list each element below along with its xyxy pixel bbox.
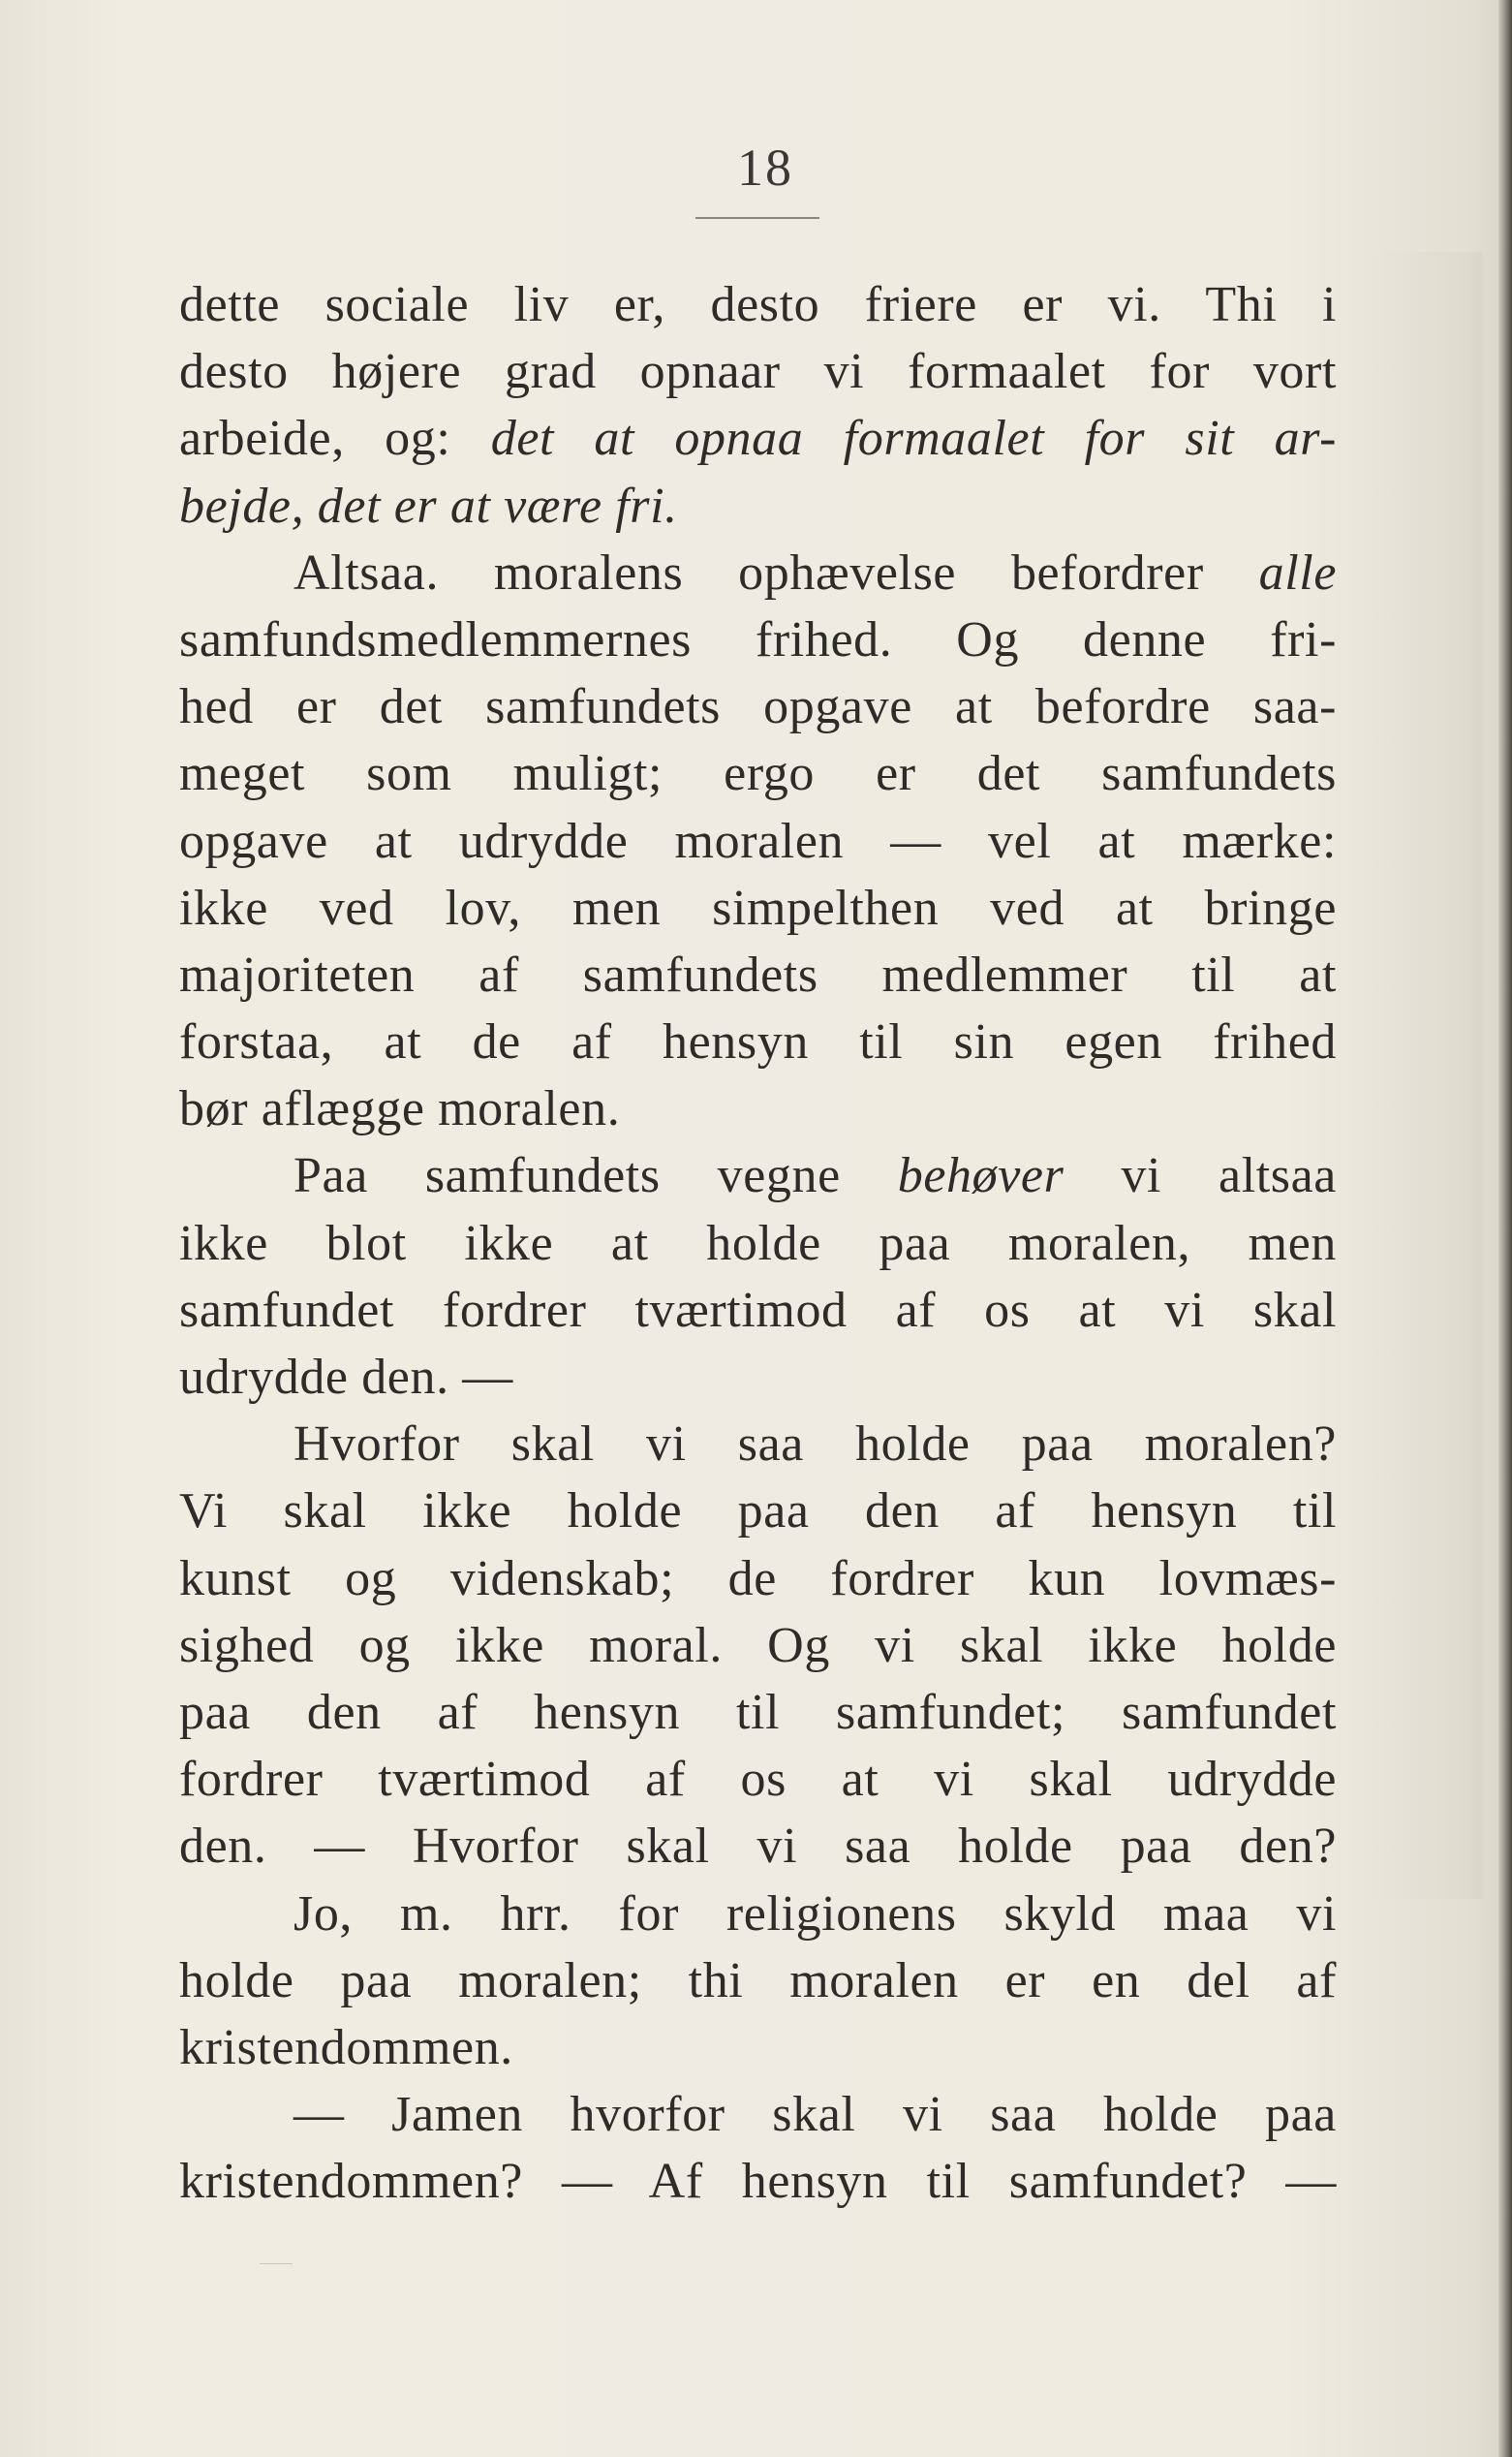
line-text: — Jamen hvorfor skal vi saa holde paa xyxy=(293,2087,1337,2143)
text-line xyxy=(179,942,1337,1009)
text-line xyxy=(179,1277,1337,1344)
text-line xyxy=(179,875,1337,942)
emphasized-text: det at opnaa formaalet for sit ar- xyxy=(490,411,1337,467)
line-text: dette sociale liv er, desto friere er vi. Thi i xyxy=(179,277,1337,332)
line-text: Jo, m. hrr. for religionens skyld maa vi xyxy=(293,1885,1337,1942)
line-text: sighed og ikke moral. Og vi skal ikke holde xyxy=(179,1617,1337,1673)
line-text: fordrer tværtimod af os at vi skal udrydde xyxy=(179,1752,1337,1808)
text-line xyxy=(179,1947,1337,2014)
line-text: bør aflægge moralen. xyxy=(179,1081,621,1137)
text-line xyxy=(179,338,1337,405)
line-text: Hvorfor skal vi saa holde paa moralen? xyxy=(293,1416,1337,1473)
line-text: kristendommen? — Af hensyn til samfundet? — xyxy=(179,2154,1337,2210)
text-line xyxy=(179,540,1337,606)
emphasized-text: alle xyxy=(1258,544,1337,601)
text-line xyxy=(179,1746,1337,1813)
line-text: Paa samfundets vegne xyxy=(293,1148,898,1204)
body-text xyxy=(179,271,1337,2215)
text-line xyxy=(179,473,1337,540)
line-text: holde paa moralen; thi moralen er en del af xyxy=(179,1952,1337,2008)
line-text: opgave at udrydde moralen — vel at mærke: xyxy=(179,813,1337,869)
page-number: 18 xyxy=(737,139,793,197)
line-text: hed er det samfundets opgave at befordre saa- xyxy=(179,679,1337,735)
line-text: kunst og videnskab; de fordrer kun lovmæs- xyxy=(179,1550,1337,1606)
text-line xyxy=(179,606,1337,673)
text-line xyxy=(179,271,1337,338)
line-text: Vi skal ikke holde paa den af hensyn til xyxy=(179,1483,1337,1540)
text-line xyxy=(179,1545,1337,1612)
page-edge-shadow xyxy=(1498,0,1512,2457)
text-line xyxy=(179,1142,1337,1209)
text-line xyxy=(179,1813,1337,1880)
line-text: ikke blot ikke at holde paa moralen, men xyxy=(179,1215,1337,1271)
line-text: samfundsmedlemmernes frihed. Og denne fri- xyxy=(179,611,1337,668)
text-line xyxy=(179,2148,1337,2215)
show-through-shading xyxy=(1367,252,1483,1899)
paper-speck xyxy=(260,2263,293,2264)
text-line xyxy=(179,1344,1337,1411)
text-line xyxy=(179,740,1337,807)
text-line xyxy=(179,1075,1337,1142)
line-text: den. — Hvorfor skal vi saa holde paa den? xyxy=(179,1819,1337,1875)
line-text: udrydde den. — xyxy=(179,1350,513,1405)
line-text: ikke ved lov, men simpelthen ved at bringe xyxy=(179,880,1337,936)
text-line xyxy=(179,2014,1337,2081)
line-text: samfundet fordrer tværtimod af os at vi skal xyxy=(179,1282,1337,1338)
emphasized-text: behøver xyxy=(897,1148,1065,1204)
line-text: desto højere grad opnaar vi formaalet for vort xyxy=(179,344,1337,400)
line-text: meget som muligt; ergo er det samfundets xyxy=(179,746,1337,802)
text-line xyxy=(179,1679,1337,1746)
text-line xyxy=(179,1477,1337,1544)
line-text: forstaa, at de af hensyn til sin egen frihed xyxy=(179,1014,1337,1071)
text-line xyxy=(179,808,1337,875)
text-line xyxy=(179,673,1337,740)
line-text: paa den af hensyn til samfundet; samfundet xyxy=(179,1684,1337,1740)
text-line xyxy=(179,1411,1337,1477)
text-line xyxy=(179,1881,1337,1947)
text-line xyxy=(179,1009,1337,1075)
line-text: kristendommen. xyxy=(179,2019,513,2075)
text-line xyxy=(179,1612,1337,1679)
text-line xyxy=(179,405,1337,472)
line-text: Altsaa. moralens ophævelse befordrer xyxy=(293,544,1259,601)
text-line xyxy=(179,1210,1337,1277)
line-text: vi altsaa xyxy=(1064,1148,1337,1204)
line-text: arbeide, og: xyxy=(179,411,491,467)
emphasized-text: bejde, det er at være fri. xyxy=(179,478,678,534)
text-line xyxy=(179,2081,1337,2148)
line-text: majoriteten af samfundets medlemmer til at xyxy=(179,947,1337,1003)
header-rule xyxy=(695,217,819,219)
